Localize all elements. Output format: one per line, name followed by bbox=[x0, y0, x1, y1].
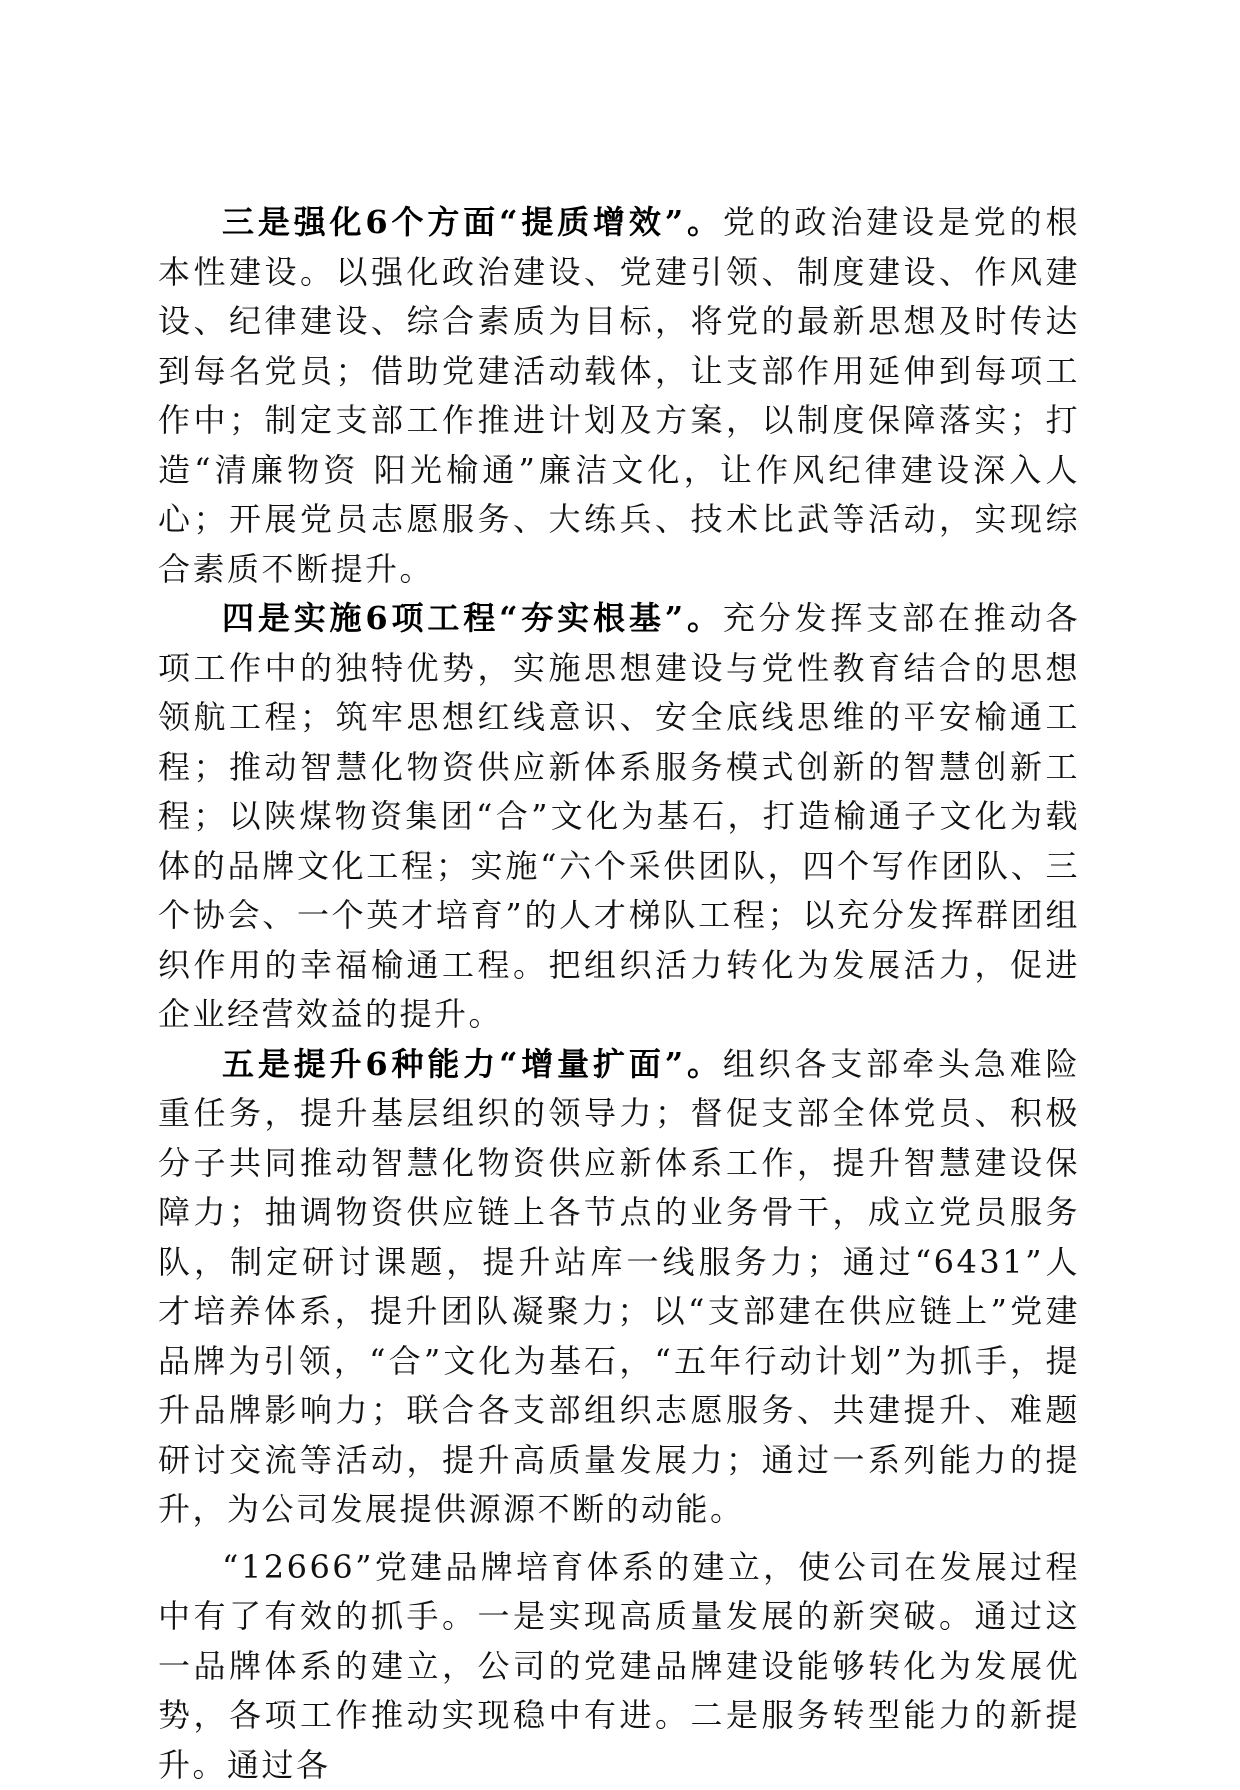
paragraph-body: 组织各支部牵头急难险重任务，提升基层组织的领导力；督促支部全体党员、积极分子共同推动智慧化物资供应新体系工作，提升智慧建设保障力；抽调物资供应链上各节点的业务骨干，成立党员服务队，制定研讨课题，提升站库一线服务力；通过“6431”人才培养体系，提升团队凝聚力；以“支部建在供应链上”党建品牌为引领，“合”文化为基石，“五年行动计划”为抓手，提升品牌影响力；联合各支部组织志愿服务、共建提升、难题研讨交流等活动，提升高质量发展力；通过一系列能力的提升，为公司发展提供源源不断的动能。 bbox=[158, 1045, 1080, 1529]
paragraph-body: 党的政治建设是党的根本性建设。以强化政治建设、党建引领、制度建设、作风建设、纪律建设、综合素质为目标，将党的最新思想及时传达到每名党员；借助党建活动载体，让支部作用延伸到每项工作中；制定支部工作推进计划及方案，以制度保障落实；打造“清廉物资 阳光榆通”廉洁文化，让作风纪律建设深入人心；开展党员志愿服务、大练兵、技术比武等活动，实现综合素质不断提升。 bbox=[158, 203, 1080, 588]
paragraph-lead: 三是强化6个方面“提质增效”。 bbox=[222, 203, 723, 241]
document-body bbox=[158, 198, 1080, 1790]
paragraph-lead: 四是实施6项工程“夯实根基”。 bbox=[222, 599, 723, 637]
paragraph-six-abilities bbox=[158, 1040, 1080, 1535]
paragraph-six-projects bbox=[158, 594, 1080, 1040]
paragraph-body: 充分发挥支部在推动各项工作中的独特优势，实施思想建设与党性教育结合的思想领航工程；筑牢思想红线意识、安全底线思维的平安榆通工程；推动智慧化物资供应新体系服务模式创新的智慧创新工程；以陕煤物资集团“合”文化为基石，打造榆通子文化为载体的品牌文化工程；实施“六个采供团队，四个写作团队、三个协会、一个英才培育”的人才梯队工程；以充分发挥群团组织作用的幸福榆通工程。把组织活力转化为发展活力，促进企业经营效益的提升。 bbox=[158, 599, 1080, 1033]
paragraph-body: “12666”党建品牌培育体系的建立，使公司在发展过程中有了有效的抓手。一是实现高质量发展的新突破。通过这一品牌体系的建立，公司的党建品牌建设能够转化为发展优势，各项工作推动实现稳中有进。二是服务转型能力的新提升。通过各 bbox=[158, 1548, 1080, 1784]
paragraph-quality-efficiency bbox=[158, 198, 1080, 594]
paragraph-brand-system bbox=[158, 1543, 1080, 1790]
paragraph-lead: 五是提升6种能力“增量扩面”。 bbox=[222, 1045, 723, 1083]
